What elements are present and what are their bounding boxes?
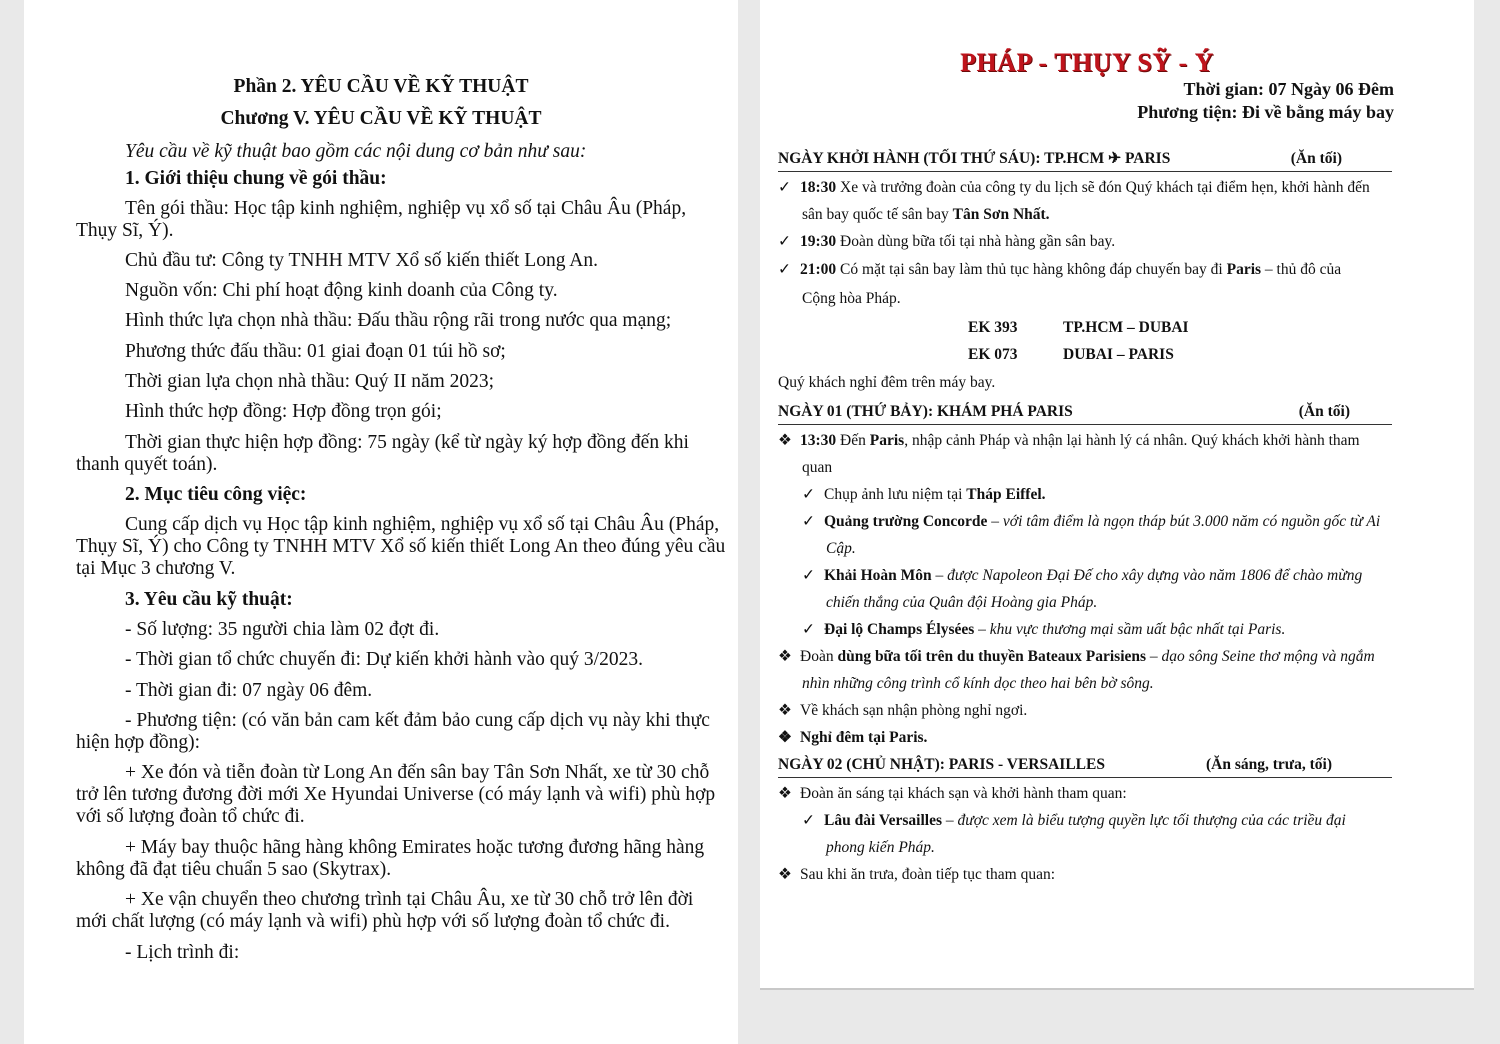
day1-item-c (778, 701, 1027, 721)
versailles-desc2: phong kiến Pháp. (826, 839, 935, 856)
day0-item3 (778, 260, 1341, 280)
place-eiffel: Tháp Eiffel. (966, 486, 1046, 503)
selection-time-text: Thời gian lựa chọn nhà thầu: Quý II năm 2023; (125, 371, 495, 392)
day2-meal: (Ăn sáng, trưa, tối) (1206, 756, 1332, 773)
day1-c-text: Về khách sạn nhận phòng nghỉ ngơi. (800, 702, 1028, 719)
place-paris-arrival: Paris (869, 432, 905, 449)
champs-desc: – khu vực thương mại sầm uất bậc nhất tại Paris. (974, 621, 1286, 638)
diamond-bullet-icon: ❖ (778, 866, 792, 883)
day2-b-text: Sau khi ăn trưa, đoàn tiếp tục tham quan: (800, 866, 1056, 883)
section-1-heading: 1. Giới thiệu chung về gói thầu: (125, 168, 387, 189)
eu-car-line1: + Xe vận chuyển theo chương trình tại Châu Âu, xe từ 30 chỗ trở lên đời (125, 889, 694, 910)
day0-heading-text: NGÀY KHỞI HÀNH (TỐI THỨ SÁU): TP.HCM ✈ PARIS (778, 150, 1171, 167)
check-icon: ✓ (802, 486, 815, 503)
day1-b-text1: Đoàn (800, 648, 838, 665)
capital-text: Nguồn vốn: Chi phí hoạt động kinh doanh của Công ty. (125, 280, 558, 301)
concorde-desc2: Cập. (826, 540, 856, 557)
plane-line1: + Máy bay thuộc hãng hàng không Emirates hoặc tương đương hãng hàng (125, 837, 705, 858)
place-champs-elysees: Đại lộ Champs Élysées (824, 621, 975, 638)
transport-label: Phương tiện: Đi về bằng máy bay (1137, 102, 1394, 122)
right-itinerary-page (760, 0, 1474, 990)
day1-heading (778, 402, 1392, 425)
day0-heading (778, 149, 1392, 172)
investor-text: Chủ đầu tư: Công ty TNHH MTV Xổ số kiến thiết Long An. (125, 250, 598, 271)
diamond-bullet-icon: ❖ (778, 785, 792, 802)
sight-concorde (802, 512, 1380, 532)
versailles-desc1: – được xem là biểu tượng quyền lực tối thượng của các triều đại (942, 812, 1346, 829)
car-line1: + Xe đón và tiễn đoàn từ Long An đến sân bay Tân Sơn Nhất, xe từ 30 chỗ (125, 762, 710, 783)
day1-item-a (778, 431, 1360, 451)
schedule-text: - Lịch trình đi: (125, 942, 240, 963)
arc-desc2: chiến thắng của Quân đội Hoàng gia Pháp. (826, 594, 1098, 611)
time-2100: 21:00 (800, 261, 837, 278)
time-label: Thời gian: 07 Ngày 06 Đêm (1183, 79, 1394, 99)
time-1830: 18:30 (800, 179, 837, 196)
check-icon: ✓ (778, 233, 791, 250)
duration-text: - Thời gian đi: 07 ngày 06 đêm. (125, 680, 373, 701)
left-document-page (24, 0, 738, 1044)
contract-time-line2: thanh quyết toán). (76, 454, 218, 475)
flight-code-2: EK 073 (968, 346, 1018, 363)
sight-eiffel (802, 485, 1046, 505)
check-icon: ✓ (778, 261, 791, 278)
day0-item2-text: Đoàn dùng bữa tối tại nhà hàng gần sân bay. (836, 233, 1116, 250)
bidding-method-text: Phương thức đấu thầu: 01 giai đoạn 01 túi hồ sơ; (125, 341, 506, 362)
sight-versailles (802, 811, 1346, 831)
place-versailles: Lâu đài Versailles (824, 812, 942, 829)
sight-arc (802, 566, 1362, 586)
place-paris: Paris (1226, 261, 1262, 278)
day1-meal: (Ăn tối) (1298, 403, 1350, 420)
goal-line3: tại Mục 3 chương V. (76, 558, 236, 579)
diamond-bullet-icon: ❖ (778, 702, 792, 719)
day2-item-b (778, 865, 1055, 885)
time-1330: 13:30 (800, 432, 837, 449)
check-icon: ✓ (802, 567, 815, 584)
contract-form-text: Hình thức hợp đồng: Hợp đồng trọn gói; (125, 401, 442, 422)
transport-line2: hiện hợp đồng): (76, 732, 201, 753)
check-icon: ✓ (802, 812, 815, 829)
section-3-heading: 3. Yêu cầu kỹ thuật: (125, 589, 293, 610)
selection-form-text: Hình thức lựa chọn nhà thầu: Đấu thầu rộng rãi trong nước qua mạng; (125, 310, 672, 331)
section-2-heading: 2. Mục tiêu công việc: (125, 484, 307, 505)
day1-a-text2: , nhập cảnh Pháp và nhận lại hành lý cá nhân. Quý khách khởi hành tham (904, 432, 1360, 449)
goal-line2: Thụy Sĩ, Ý) cho Công ty TNHH MTV Xổ số kiến thiết Long An theo đúng yêu cầu (76, 536, 726, 557)
day0-meal: (Ăn tối) (1290, 150, 1342, 167)
day2-a-text: Đoàn ăn sáng tại khách sạn và khởi hành tham quan: (800, 785, 1127, 802)
package-name-line1: Tên gói thầu: Học tập kinh nghiệm, nghiệp vụ xổ số tại Châu Âu (Pháp, (125, 198, 687, 219)
day0-item1-text: Xe và trưởng đoàn của công ty du lịch sẽ đón Quý khách tại điểm hẹn, khởi hành đến (836, 179, 1370, 196)
org-time-text: - Thời gian tổ chức chuyến đi: Dự kiến khởi hành vào quý 3/2023. (125, 649, 643, 670)
day2-heading-text: NGÀY 02 (CHỦ NHẬT): PARIS - VERSAILLES (778, 756, 1105, 773)
place-arc-de-triomphe: Khải Hoàn Môn (824, 567, 932, 584)
day1-item-b (778, 647, 1375, 667)
diamond-bullet-icon: ❖ (778, 648, 792, 665)
day0-night: Quý khách nghỉ đêm trên máy bay. (778, 374, 996, 391)
car-line2: trở lên tương đương đời mới Xe Hyundai Universe (có máy lạnh và wifi) phù hợp (76, 784, 716, 805)
check-icon: ✓ (802, 513, 815, 530)
place-concorde: Quảng trường Concorde (824, 513, 988, 530)
contract-time-line1: Thời gian thực hiện hợp đồng: 75 ngày (kể từ ngày ký hợp đồng đến khi (125, 432, 689, 453)
part-title: Phần 2. YÊU CẦU VỀ KỸ THUẬT (233, 76, 529, 97)
time-1930: 19:30 (800, 233, 837, 250)
intro-text: Yêu cầu về kỹ thuật bao gồm các nội dung cơ bản như sau: (125, 141, 587, 162)
car-line3: với số lượng đoàn tổ chức đi. (76, 806, 305, 827)
tour-title: PHÁP - THỤY SỸ - Ý (960, 48, 1214, 77)
cruise-desc1: – dạo sông Seine thơ mộng và ngắm (1146, 648, 1375, 665)
dinner-cruise: dùng bữa tối trên du thuyền Bateaux Parisiens (837, 648, 1147, 665)
arc-desc1: – được Napoleon Đại Đế cho xây dựng vào năm 1806 để chào mừng (931, 567, 1363, 584)
day0-item3-text-b: – thủ đô của (1261, 261, 1342, 278)
flight-route-2: DUBAI – PARIS (1063, 346, 1174, 363)
check-icon: ✓ (802, 621, 815, 638)
plane-line2: không đã đạt tiêu chuẩn 5 sao (Skytrax). (76, 859, 392, 880)
sight-eiffel-text: Chụp ảnh lưu niệm tại (824, 486, 967, 503)
cruise-desc2: nhìn những công trình cổ kính dọc theo hai bên bờ sông. (802, 675, 1154, 692)
quantity-text: - Số lượng: 35 người chia làm 02 đợt đi. (125, 619, 440, 640)
diamond-bullet-icon: ❖ (778, 432, 792, 449)
place-tan-son-nhat: Tân Sơn Nhất. (952, 206, 1050, 223)
concorde-desc1: – với tâm điểm là ngọn tháp bút 3.000 năm có nguồn gốc từ Ai (987, 513, 1381, 530)
goal-line1: Cung cấp dịch vụ Học tập kinh nghiệm, nghiệp vụ xổ số tại Châu Âu (Pháp, (125, 514, 720, 535)
day0-item2 (778, 232, 1115, 252)
day0-item3-text: Có mặt tại sân bay làm thủ tục hàng không đáp chuyến bay đi (836, 261, 1227, 278)
check-icon: ✓ (778, 179, 791, 196)
flight-route-1: TP.HCM – DUBAI (1063, 319, 1189, 336)
chapter-title: Chương V. YÊU CẦU VỀ KỸ THUẬT (220, 108, 542, 129)
day0-item1-text2: sân bay quốc tế sân bay (802, 206, 953, 223)
day1-item-a-cont: quan (802, 459, 833, 476)
package-name-line2: Thụy Sĩ, Ý). (76, 220, 174, 241)
flight-code-1: EK 393 (968, 319, 1018, 336)
day0-item3-cont: Cộng hòa Pháp. (802, 290, 901, 307)
day0-item1 (778, 178, 1370, 198)
eu-car-line2: mới chất lượng (có máy lạnh và wifi) phù hợp với số lượng đoàn tổ chức đi. (76, 911, 670, 932)
day0-item1-cont (802, 205, 1050, 225)
diamond-bullet-icon: ❖ (778, 729, 792, 746)
day1-item-d (778, 728, 927, 748)
day1-heading-text: NGÀY 01 (THỨ BẢY): KHÁM PHÁ PARIS (778, 403, 1073, 420)
transport-line1: - Phương tiện: (có văn bản cam kết đảm bảo cung cấp dịch vụ này khi thực (125, 710, 710, 731)
day1-a-text1: Đến (836, 432, 870, 449)
day2-item-a (778, 784, 1127, 804)
day1-d-text: Nghỉ đêm tại Paris. (800, 729, 928, 746)
day2-heading (778, 755, 1392, 778)
sight-champs (802, 620, 1285, 640)
